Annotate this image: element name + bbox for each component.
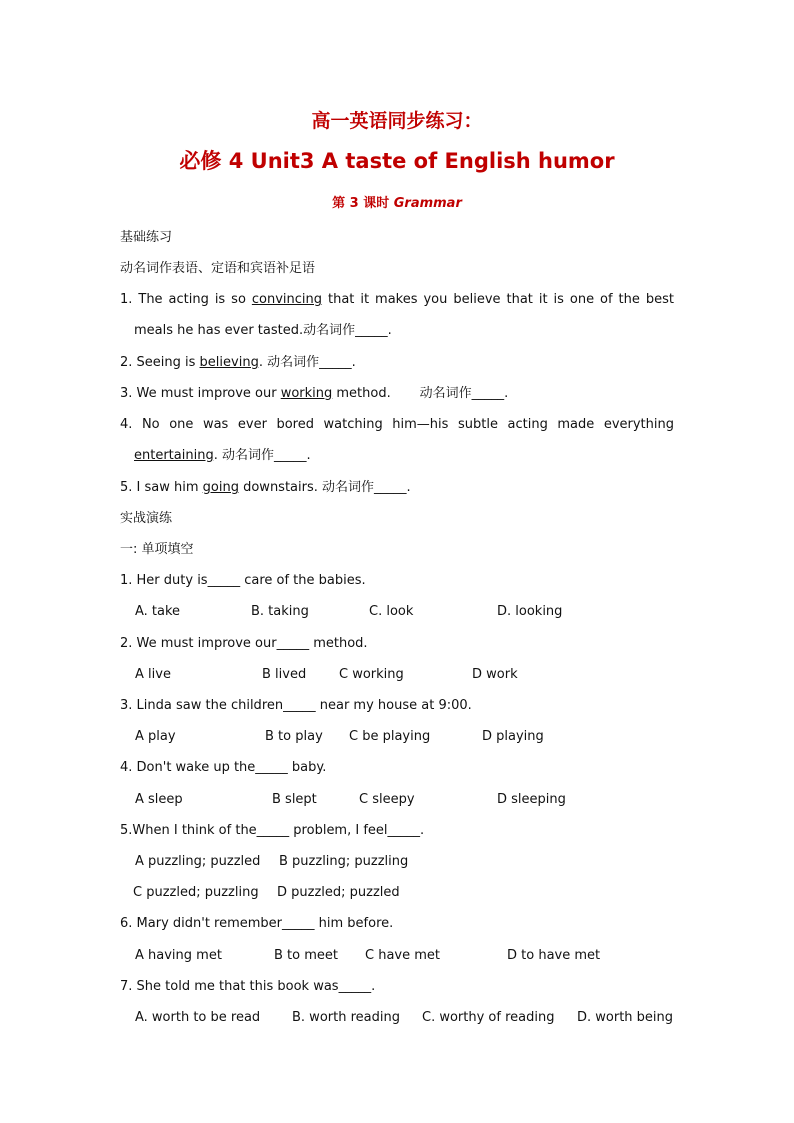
- q2-underlined: believing: [199, 355, 259, 370]
- q5-text: 5. I saw him: [120, 480, 203, 495]
- q5-underlined: going: [202, 480, 239, 495]
- q3-text: 3. We must improve our: [120, 386, 281, 401]
- mc-q5-options-row1: [120, 852, 674, 872]
- option-c: C working: [339, 667, 404, 682]
- q2-text: 2. Seeing is: [120, 355, 200, 370]
- option-d: D. worth being: [577, 1010, 674, 1025]
- q1-underlined: convincing: [251, 292, 323, 307]
- basic-q1-line1: [120, 290, 674, 310]
- option-b: B slept: [272, 792, 317, 807]
- option-a: A sleep: [135, 792, 183, 807]
- mc-q7-stem: 7. She told me that this book was_____.: [120, 979, 376, 994]
- page-title: 高一英语同步练习：: [311, 110, 483, 132]
- option-a: A puzzling; puzzled: [135, 854, 261, 869]
- basic-q1-line2: meals he has ever tasted.动名词作_____.: [134, 323, 392, 338]
- option-b: B puzzling; puzzling: [279, 854, 409, 869]
- mc-q1-stem: 1. Her duty is_____ care of the babies.: [120, 573, 366, 588]
- q3-underlined: working: [280, 386, 333, 401]
- option-c: C. worthy of reading: [422, 1010, 555, 1025]
- basic-q3: [120, 384, 674, 404]
- basic-heading: 基础练习: [120, 230, 173, 245]
- q3-text-after: method. 动名词作_____.: [332, 386, 509, 401]
- option-b: B. worth reading: [292, 1010, 400, 1025]
- lesson-prefix: 第 3 课时: [332, 196, 394, 211]
- mc-q6-options: [120, 946, 674, 966]
- lesson-title: [0, 192, 794, 211]
- q4-text-after: . 动名词作_____.: [213, 448, 311, 463]
- mc-q2-options: [120, 665, 674, 685]
- option-d: D to have met: [507, 948, 601, 963]
- mc-q6-stem: 6. Mary didn't remember_____ him before.: [120, 916, 394, 931]
- option-b: B to meet: [274, 948, 338, 963]
- mc-q3-options: [120, 727, 674, 747]
- option-a: A having met: [135, 948, 222, 963]
- unit-title: 必修 4 Unit3 A taste of English humor: [179, 149, 615, 173]
- option-c: C be playing: [349, 729, 431, 744]
- option-a: A play: [135, 729, 176, 744]
- practice-heading: 实战演练: [120, 511, 173, 526]
- option-d: D puzzled; puzzled: [277, 885, 400, 900]
- option-d: D playing: [482, 729, 544, 744]
- basic-q4-line2: [134, 446, 688, 466]
- mc-q1-options: [120, 602, 674, 622]
- q5-text-after: downstairs. 动名词作_____.: [238, 480, 411, 495]
- mc-q7-options: [120, 1008, 674, 1028]
- option-c: C puzzled; puzzling: [133, 885, 259, 900]
- q1-text: 1. The acting is so: [120, 292, 252, 307]
- option-c: C have met: [365, 948, 440, 963]
- mc-q4-stem: 4. Don't wake up the_____ baby.: [120, 760, 327, 775]
- basic-q5: [120, 478, 674, 498]
- option-c: C. look: [369, 604, 414, 619]
- basic-q4-line1: 4. No one was ever bored watching him—his subtle acting made everything: [120, 417, 674, 432]
- option-a: A. take: [135, 604, 181, 619]
- mc-q2-stem: 2. We must improve our_____ method.: [120, 636, 368, 651]
- option-c: C sleepy: [359, 792, 415, 807]
- option-b: B to play: [265, 729, 323, 744]
- option-a: A live: [135, 667, 171, 682]
- lesson-name: Grammar: [393, 196, 462, 211]
- option-d: D. looking: [497, 604, 563, 619]
- basic-q2: [120, 353, 674, 373]
- option-b: B lived: [262, 667, 307, 682]
- option-d: D work: [472, 667, 518, 682]
- q1-text-after: that it makes you believe that it is one of the best: [322, 292, 674, 307]
- mc-q5-options-row2: [120, 883, 674, 903]
- mc-q4-options: [120, 790, 674, 810]
- q4-underlined: entertaining: [134, 448, 214, 463]
- mc-q5-stem: 5.When I think of the_____ problem, I feel_____.: [120, 823, 425, 838]
- option-d: D sleeping: [497, 792, 566, 807]
- practice-section: 一: 单项填空: [120, 542, 194, 557]
- option-a: A. worth to be read: [135, 1010, 261, 1025]
- q2-text-after: . 动名词作_____.: [258, 355, 356, 370]
- mc-q3-stem: 3. Linda saw the children_____ near my house at 9:00.: [120, 698, 472, 713]
- basic-subheading: 动名词作表语、定语和宾语补足语: [120, 261, 316, 276]
- option-b: B. taking: [251, 604, 309, 619]
